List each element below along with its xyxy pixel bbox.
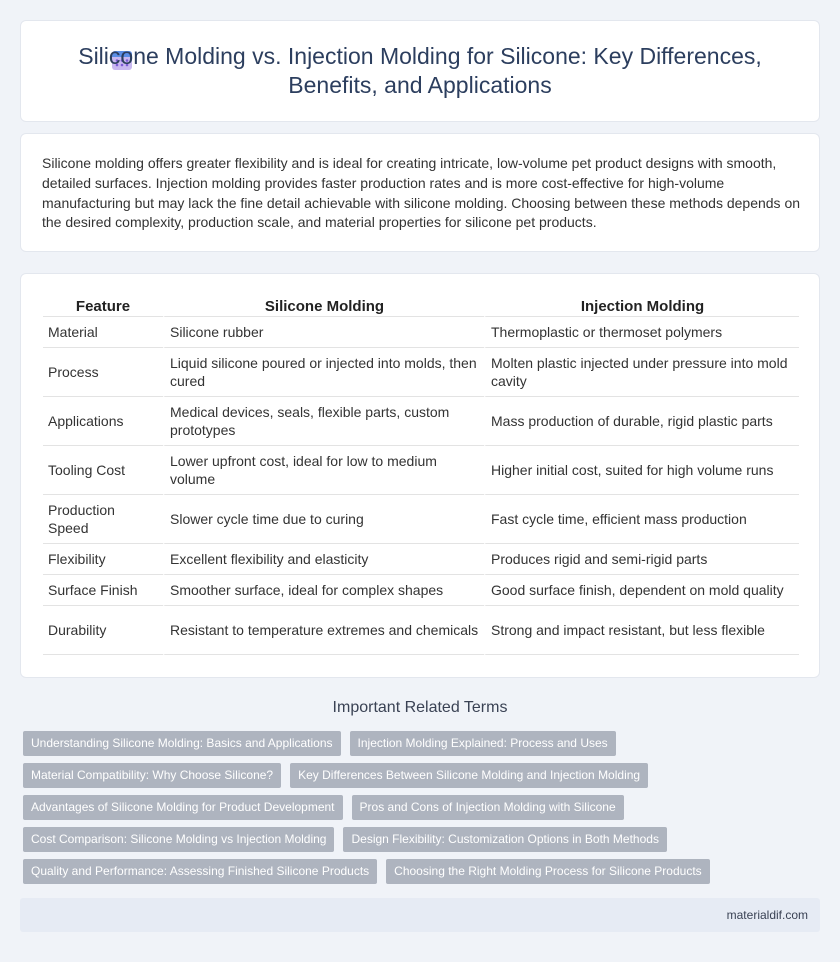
table-row xyxy=(43,446,799,495)
row-injection-value: Fast cycle time, efficient mass production xyxy=(484,495,799,544)
row-feature: Flexibility xyxy=(43,544,163,575)
related-terms-title: Important Related Terms xyxy=(332,699,508,716)
row-silicone-value: Slower cycle time due to curing xyxy=(163,495,484,544)
row-feature: Surface Finish xyxy=(43,575,163,606)
footer-site-link[interactable]: materialdif.com xyxy=(726,908,808,922)
row-silicone-value: Smoother surface, ideal for complex shapes xyxy=(163,575,484,606)
row-feature: Tooling Cost xyxy=(43,446,163,495)
row-injection-value: Thermoplastic or thermoset polymers xyxy=(484,317,799,348)
table-row xyxy=(43,495,799,544)
related-term-tag[interactable]: Pros and Cons of Injection Molding with Silicone xyxy=(352,795,624,820)
row-injection-value: Strong and impact resistant, but less flexible xyxy=(484,606,799,655)
comparison-table xyxy=(43,294,799,655)
page-title: Silicone Molding vs. Injection Molding for Silicone: Key Differences, Benefits, and Applications xyxy=(78,43,762,98)
table-row xyxy=(43,397,799,446)
row-silicone-value: Excellent flexibility and elasticity xyxy=(163,544,484,575)
row-feature: Production Speed xyxy=(43,495,163,544)
row-injection-value: Mass production of durable, rigid plastic parts xyxy=(484,397,799,446)
related-term-tag[interactable]: Design Flexibility: Customization Options in Both Methods xyxy=(343,827,666,852)
row-silicone-value: Lower upfront cost, ideal for low to medium volume xyxy=(163,446,484,495)
intro-paragraph: Silicone molding offers greater flexibility and is ideal for creating intricate, low-volume pet product designs with smooth, detailed surfaces. Injection molding provides faster production rates and is more cost-effective for high-volume manufacturing but may lack the fine detail achievable with silicone molding. Choosing between these methods depends on the desired complexity, production scale, and material properties for silicone pet products. xyxy=(42,155,801,231)
table-header-row xyxy=(43,294,799,317)
table-row xyxy=(43,348,799,397)
table-row xyxy=(43,606,799,655)
header-injection-molding: Injection Molding xyxy=(484,294,799,317)
related-term-tag[interactable]: Understanding Silicone Molding: Basics and Applications xyxy=(23,731,341,756)
row-silicone-value: Liquid silicone poured or injected into molds, then cured xyxy=(163,348,484,397)
table-row xyxy=(43,317,799,348)
related-term-tag[interactable]: Choosing the Right Molding Process for Silicone Products xyxy=(386,859,710,884)
row-feature: Durability xyxy=(43,606,163,655)
related-term-tag[interactable]: Quality and Performance: Assessing Finished Silicone Products xyxy=(23,859,377,884)
footer xyxy=(20,898,820,932)
comparison-card xyxy=(20,273,820,678)
related-terms-list xyxy=(23,731,823,891)
row-silicone-value: Medical devices, seals, flexible parts, custom prototypes xyxy=(163,397,484,446)
row-feature: Applications xyxy=(43,397,163,446)
row-silicone-value: Resistant to temperature extremes and chemicals xyxy=(163,606,484,655)
table-row xyxy=(43,575,799,606)
table-row xyxy=(43,544,799,575)
row-injection-value: Produces rigid and semi-rigid parts xyxy=(484,544,799,575)
row-injection-value: Molten plastic injected under pressure into mold cavity xyxy=(484,348,799,397)
row-feature: Process xyxy=(43,348,163,397)
row-injection-value: Higher initial cost, suited for high volume runs xyxy=(484,446,799,495)
row-feature: Material xyxy=(43,317,163,348)
header-silicone-molding: Silicone Molding xyxy=(163,294,484,317)
related-term-tag[interactable]: Key Differences Between Silicone Molding and Injection Molding xyxy=(290,763,648,788)
intro-card xyxy=(20,133,820,252)
header-card xyxy=(20,20,820,122)
related-term-tag[interactable]: Cost Comparison: Silicone Molding vs Injection Molding xyxy=(23,827,334,852)
related-term-tag[interactable]: Injection Molding Explained: Process and Uses xyxy=(350,731,616,756)
row-silicone-value: Silicone rubber xyxy=(163,317,484,348)
related-term-tag[interactable]: Advantages of Silicone Molding for Product Development xyxy=(23,795,343,820)
related-term-tag[interactable]: Material Compatibility: Why Choose Silicone? xyxy=(23,763,281,788)
row-injection-value: Good surface finish, dependent on mold quality xyxy=(484,575,799,606)
header-feature: Feature xyxy=(43,294,163,317)
